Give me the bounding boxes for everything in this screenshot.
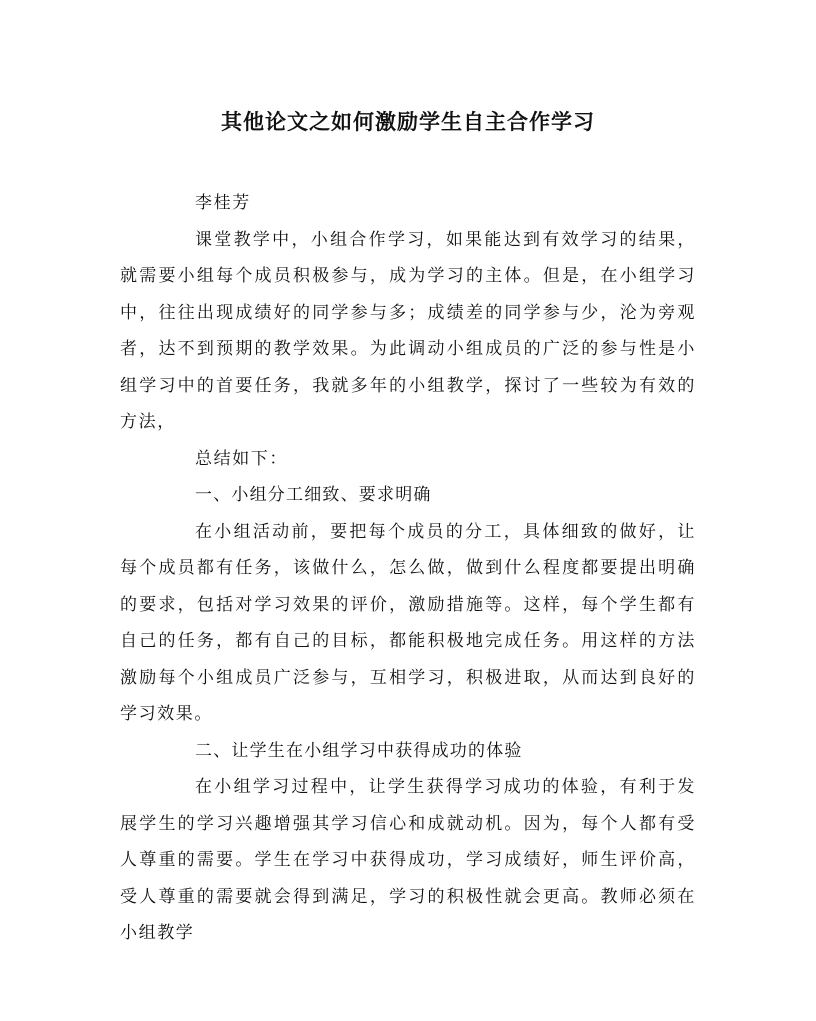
paragraph-intro: 课堂教学中，小组合作学习，如果能达到有效学习的结果，就需要小组每个成员积极参与，成为学习的主体。但是，在小组学习中，往往出现成绩好的同学参与多；成绩差的同学参与少，沦为旁观者，达不到预期的教学效果。为此调动小组成员的广泛的参与性是小组学习中的首要任务，我就多年的小组教学，探讨了一些较为有效的方法，	[120, 229, 696, 432]
paragraph-section-1: 在小组活动前，要把每个成员的分工，具体细致的做好，让每个成员都有任务，该做什么，怎么做，做到什么程度都要提出明确的要求，包括对学习效果的评价，激励措施等。这样，每个学生都有自己的任务，都有自己的目标，都能积极地完成任务。用这样的方法激励每个小组成员广泛参与，互相学习，积极进取，从而达到良好的学习效果。	[120, 521, 696, 724]
section-heading-2: 二、让学生在小组学习中获得成功的体验	[195, 740, 523, 761]
paragraph-section-2: 在小组学习过程中，让学生获得学习成功的体验，有利于发展学生的学习兴趣增强其学习信心和成就动机。因为，每个人都有受人尊重的需要。学生在学习中获得成功，学习成绩好，师生评价高，受人尊重的需要就会得到满足，学习的积极性就会更高。教师必须在小组教学	[120, 777, 696, 943]
paragraph-summary: 总结如下：	[195, 448, 288, 469]
section-heading-1: 一、小组分工细致、要求明确	[195, 485, 432, 505]
document-title: 其他论文之如何激励学生自主合作学习	[221, 109, 595, 134]
document-body	[120, 185, 696, 952]
author-name: 李桂芳	[195, 193, 251, 213]
